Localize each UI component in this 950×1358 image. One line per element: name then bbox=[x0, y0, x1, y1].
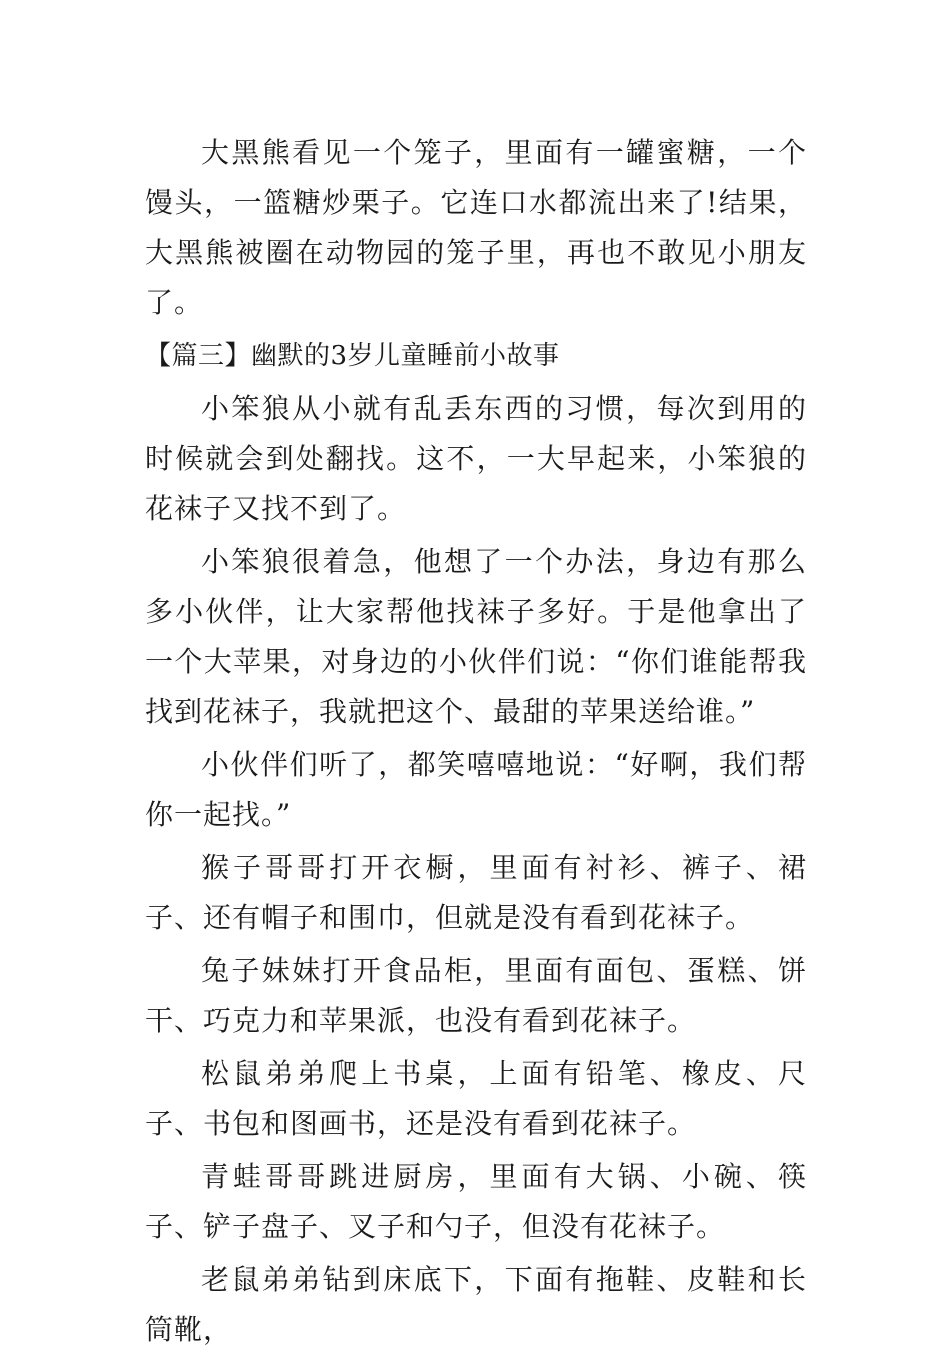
paragraph-monkey: 猴子哥哥打开衣橱，里面有衬衫、裤子、裙子、还有帽子和围巾，但就是没有看到花袜子。 bbox=[145, 851, 807, 934]
section-heading: 【篇三】幽默的3岁儿童睡前小故事 bbox=[145, 341, 560, 371]
paragraph-intro: 小笨狼从小就有乱丢东西的习惯，每次到用的时候就会到处翻找。这不，一大早起来，小笨狼的花袜子又找不到了。 bbox=[145, 392, 807, 525]
document-page bbox=[145, 128, 807, 1358]
paragraph-mouse: 老鼠弟弟钻到床底下，下面有拖鞋、皮鞋和长筒靴， bbox=[145, 1263, 807, 1346]
paragraph-squirrel: 松鼠弟弟爬上书桌，上面有铅笔、橡皮、尺子、书包和图画书，还是没有看到花袜子。 bbox=[145, 1057, 807, 1140]
paragraph-plan: 小笨狼很着急，他想了一个办法，身边有那么多小伙伴，让大家帮他找袜子多好。于是他拿出了一个大苹果，对身边的小伙伴们说：“你们谁能帮我找到花袜子，我就把这个、最甜的苹果送给谁。” bbox=[145, 545, 807, 728]
paragraph-friends-reply: 小伙伴们听了，都笑嘻嘻地说：“好啊，我们帮你一起找。” bbox=[145, 748, 807, 831]
paragraph-bear-ending: 大黑熊看见一个笼子，里面有一罐蜜糖，一个馒头，一篮糖炒栗子。它连口水都流出来了!结果，大黑熊被圈在动物园的笼子里，再也不敢见小朋友了。 bbox=[145, 136, 807, 319]
paragraph-frog: 青蛙哥哥跳进厨房，里面有大锅、小碗、筷子、铲子盘子、叉子和勺子，但没有花袜子。 bbox=[145, 1160, 807, 1243]
paragraph-rabbit: 兔子妹妹打开食品柜，里面有面包、蛋糕、饼干、巧克力和苹果派，也没有看到花袜子。 bbox=[145, 954, 807, 1037]
